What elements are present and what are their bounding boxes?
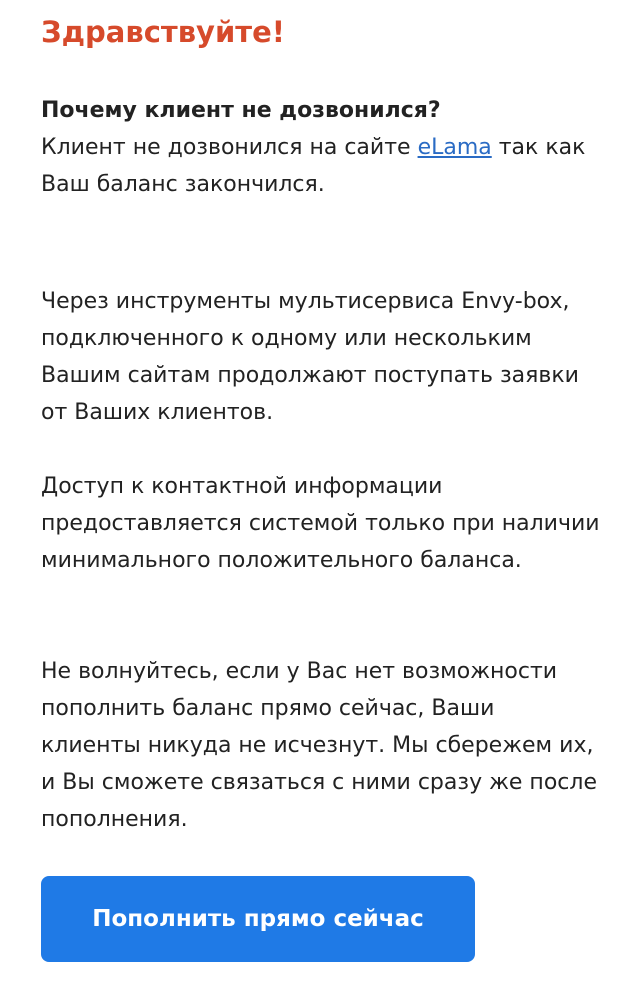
tools-paragraph: Через инструменты мультисервиса Envy-box, подключенного к одному или нескольким Вашим сайтам продолжают поступать заявки от Ваших клиентов. [41,289,579,425]
access-paragraph: Доступ к контактной информации предоставляется системой только при наличии минимального положительного баланса. [41,474,600,573]
elama-link[interactable]: eLama [417,135,492,160]
reassure-paragraph: Не волнуйтесь, если у Вас нет возможности пополнить баланс прямо сейчас, Ваши клиенты никуда не исчезнут. Мы сбережем их, и Вы сможете связаться с ними сразу же после пополнения. [41,659,597,832]
question-text-end: так как Ваш баланс закончился. [41,135,586,197]
question-text-start: Клиент не дозвонился на сайте [41,135,418,160]
top-up-now-button[interactable]: Пополнить прямо сейчас [41,876,475,962]
greeting-heading: Здравствуйте! [41,15,285,49]
question-title: Почему клиент не дозвонился? [41,98,441,123]
question-block [41,92,601,203]
